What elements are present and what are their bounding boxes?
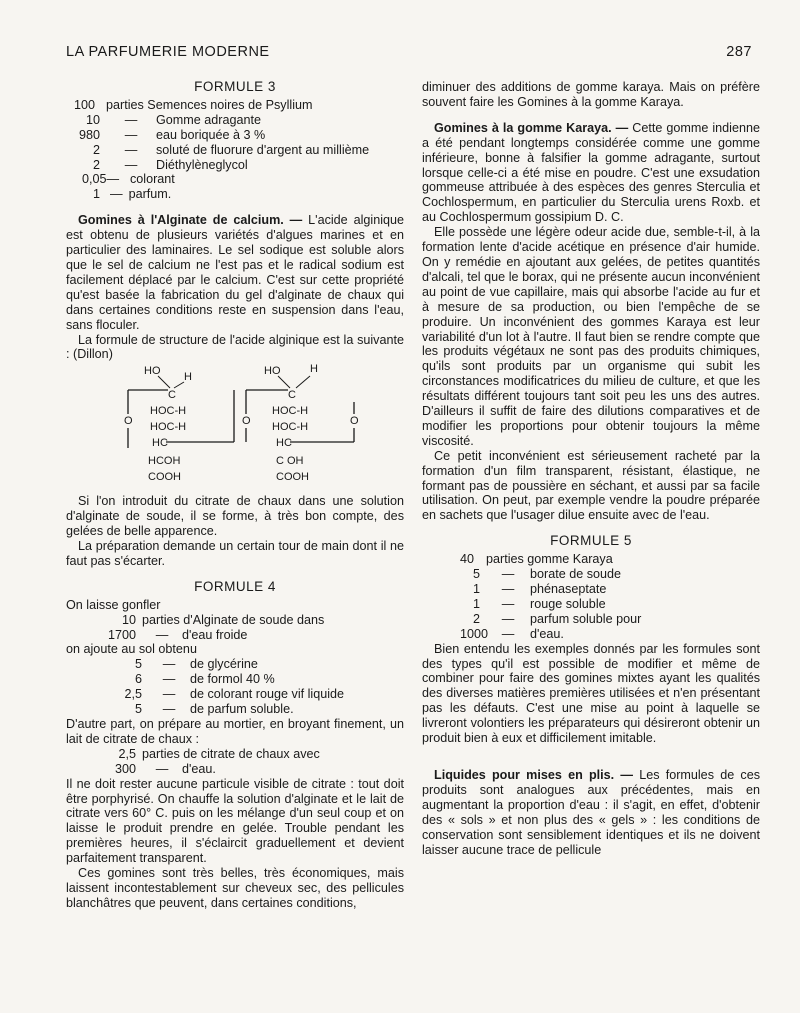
formula-row: 2,5 — de colorant rouge vif liquide: [124, 687, 345, 702]
formule5-list: [422, 552, 760, 641]
formula-row: 6 — de formol 40 %: [134, 672, 275, 687]
formula-row: 2 — soluté de fluorure d'argent au millième: [92, 142, 370, 157]
svg-text:HC: HC: [276, 437, 292, 450]
right-column: [422, 80, 760, 857]
karaya-paragraph-3: Ce petit inconvénient est sérieusement racheté par la formation d'un film transparent, résistant, élastique, ne formant pas de poussière en séchant, et aussi par sa facile utilisation. On peut, par exemple vendre la poudre préparée en sachets que l'usager dilue ensuite avec de l'eau.: [422, 448, 760, 523]
karaya-paragraph-1: Gomines à la gomme Karaya. — Cette gomme indienne a été pendant longtemps considérée comme une gomme inférieure, bonne à falsifier la gomme adragante, surtout lorsque celle-ci a été mise en poudre. C'est une exsudation gommeuse attribuée à des espèces des genres Sterculia et Cochlospermum, en particulier du Sterculia urens Roxb. et au Cochlospermum gossipium D. C.: [422, 120, 760, 225]
svg-text:C OH: C OH: [276, 455, 304, 468]
svg-text:H: H: [310, 363, 318, 376]
formule4-list-3: [66, 747, 404, 777]
formule4-paragraph-2: Ces gomines sont très belles, très économiques, mais laissent incontestablement sur cheveux sec, des pellicules blanchâtres que peuvent, dans certaines conditions,: [66, 866, 404, 910]
svg-text:O: O: [242, 415, 251, 428]
formula-row: 10 parties d'Alginate de soude dans: [121, 612, 325, 627]
formula-row: 5 — de parfum soluble.: [134, 702, 294, 717]
formule4-list-1: [66, 613, 404, 643]
formule4-list-2: [66, 657, 404, 717]
formula-row: 300 — d'eau.: [114, 761, 216, 776]
formula-row: 1700 — d'eau froide: [107, 627, 248, 642]
svg-text:C: C: [288, 389, 296, 402]
formule4-intro: On laisse gonfler: [66, 597, 161, 612]
svg-text:O: O: [124, 415, 133, 428]
formula-row: 980 — eau boriquée à 3 %: [78, 127, 266, 142]
svg-text:HOC-H: HOC-H: [272, 405, 309, 418]
formula-row: 1000 — d'eau.: [460, 626, 564, 641]
formula-row: 1 — phénaseptate: [472, 582, 607, 596]
formule4-title: FORMULE 4: [194, 578, 276, 594]
formula-row: 1 — rouge soluble: [472, 596, 606, 611]
formule4-part2: D'autre part, on prépare au mortier, en broyant finement, un lait de citrate de chaux :: [66, 717, 404, 746]
alginic-acid-structure: [66, 362, 404, 494]
alginate-paragraph-3: Si l'on introduit du citrate de chaux dans une solution d'alginate de soude, il se forme, à très bon compte, des gelées de belle apparence.: [66, 494, 404, 539]
karaya-paragraph-2: Elle possède une légère odeur acide due, semble-t-il, à la formation lente d'acide acétique en présence d'air humide. On y remédie en ajoutant aux gelées, de petites quantités d'alcali, tel que le borax, qui ne présente aucun inconvénient au point de vue capillaire, mais qui absorbe l'acide au fur et à mesure de sa production, ou bien l'empêche de se produire. Un inconvénient des gommes Karaya est leur variabilité d'un lot à l'autre. Il faut bien se rendre compte que les produits végétaux ne sont pas des produits chimiques, qu'ils sont produits par un organisme qui subit les circonstances modificatrices du milieu de culture, et que les résultats différent toujours tant soit peu les uns des autres. D'ailleurs il suffit de faire des dilutions comparatives et de modifier les proportions pour obtenir toujours la même viscosité.: [422, 225, 760, 448]
continuation-paragraph: diminuer des additions de gomme karaya. Mais on préfère souvent faire les Gomines à la gomme Karaya.: [422, 80, 760, 109]
svg-text:HCOH: HCOH: [148, 455, 181, 468]
formula-row: 1 — parfum.: [92, 187, 172, 202]
svg-text:HOC-H: HOC-H: [150, 405, 187, 418]
svg-text:C: C: [168, 389, 176, 402]
formula-row: 40 parties gomme Karaya: [460, 552, 613, 567]
formula-row: 10 — Gomme adragante: [85, 112, 262, 127]
alginate-paragraph-2: La formule de structure de l'acide alginique est la suivante : (Dillon): [66, 332, 404, 362]
alginate-paragraph-1: Gomines à l'Alginate de calcium. — L'acide alginique est obtenu de plusieurs variétés d'algues marines et en particulier des laminaires. Le sel sodique est soluble alors que le sel de calcium ne l'est pas et le radical sodium est facilement déplacé par le calcium. C'est sur cette propriété qu'est basée la fabrication du gel d'alginate de chaux qui dans certaines conditions reste en suspension dans l'eau, sans floculer.: [66, 213, 405, 332]
page-number: 287: [726, 44, 752, 60]
formule5-title: FORMULE 5: [550, 533, 632, 549]
formula-row: 2 — parfum soluble pour: [472, 611, 642, 626]
formula-row: 0,05— colorant: [82, 172, 175, 187]
formula-row: 5 — borate de soude: [472, 567, 622, 582]
formule3-list: [66, 98, 404, 202]
svg-text:HOC-H: HOC-H: [272, 421, 309, 434]
alginate-heading: Gomines à l'Alginate de calcium. —: [78, 213, 303, 228]
formule4-paragraph-1: Il ne doit rester aucune particule visible de citrate : tout doit être porphyrisé. On chauffe la solution d'alginate et le lait de citrate vers 60° C. puis on les mélange d'un seul coup et on laisse le produit prendre en gelée. Trouble pendant les premières heures, il s'éclaircit graduellement et devient parfaitement transparent.: [66, 776, 404, 866]
svg-text:HC: HC: [152, 437, 168, 450]
formula-row: 2,5 parties de citrate de chaux avec: [118, 746, 320, 761]
formula-row: 2 — Diéthylèneglycol: [92, 157, 248, 172]
svg-text:COOH: COOH: [148, 471, 181, 484]
formula-row: 100 parties Semences noires de Psyllium: [74, 97, 313, 112]
formule5-paragraph: Bien entendu les exemples donnés par les formules sont des types qu'il est possible de modifier et même de combiner pour faire des gomines mixtes ayant les qualités des diverses matières premières utilisées et n'en présentant pas les défauts. C'est une mise au point à laquelle se livreront volontiers les préparateurs qui désireront obtenir un produit bien à eux et difficilement imitable.: [422, 641, 760, 746]
svg-text:COOH: COOH: [276, 471, 309, 484]
svg-text:HOC-H: HOC-H: [150, 421, 187, 434]
svg-text:O: O: [350, 415, 359, 428]
svg-text:HO: HO: [264, 365, 281, 378]
formule4-mid: on ajoute au sol obtenu: [66, 642, 197, 657]
liquides-heading: Liquides pour mises en plis. —: [434, 767, 633, 782]
left-column: [66, 80, 404, 911]
liquides-paragraph: Liquides pour mises en plis. — Les formules de ces produits sont analogues aux précédentes, mais en augmentant la proportion d'eau : il s'agit, en effet, d'obtenir des « sols » et non plus des « gels » : les conditions de conservation sont sensiblement identiques et ils ne doivent laisser aucune trace de pellicule: [422, 767, 761, 857]
formule3-title: FORMULE 3: [194, 79, 276, 94]
karaya-heading: Gomines à la gomme Karaya. —: [434, 120, 629, 135]
formula-row: 5 — de glycérine: [134, 657, 258, 672]
svg-text:HO: HO: [144, 365, 161, 378]
running-header: LA PARFUMERIE MODERNE: [66, 44, 270, 60]
alginate-paragraph-4: La préparation demande un certain tour de main dont il ne faut pas s'écarter.: [66, 539, 404, 568]
svg-text:H: H: [184, 371, 192, 384]
